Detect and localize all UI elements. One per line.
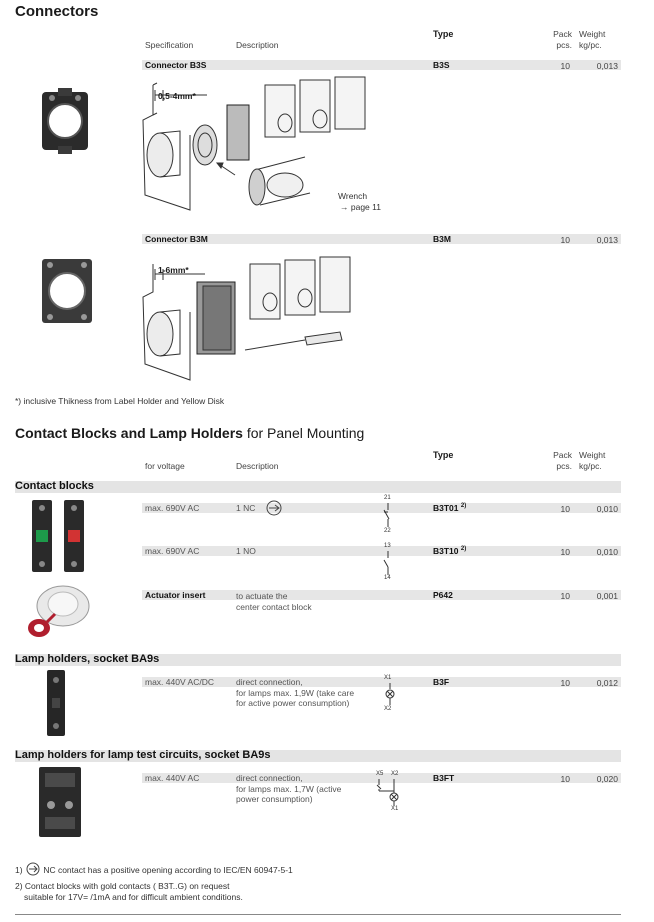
lamp-test-holder-photo [35, 765, 85, 841]
b3t10-desc: 1 NO [236, 546, 256, 556]
col-description-2: Description [236, 461, 279, 471]
bottom-divider [15, 914, 621, 915]
p642-name: Actuator insert [145, 590, 206, 600]
b3t01-voltage: max. 690V AC [145, 503, 200, 513]
footnote-2: 2) Contact blocks with gold contacts ( B3T..G) on request suitable for 17V= /1mA and for difficult ambient conditions. [15, 881, 243, 902]
lamp-test-symbol [375, 779, 403, 807]
b3f-type: B3F [433, 677, 450, 687]
b3t01-weight: 0,010 [596, 504, 618, 514]
col-voltage: for voltage [145, 461, 185, 471]
contact-blocks-photo [28, 496, 88, 578]
actuator-insert-photo [25, 582, 93, 642]
connector-b3s-weight: 0,013 [596, 61, 618, 71]
positive-opening-icon [265, 500, 283, 516]
col-pack: Pack pcs. [553, 29, 572, 50]
b3ft-desc: direct connection, for lamps max. 1,7W (active power consumption) [236, 773, 342, 804]
col-description: Description [236, 40, 279, 50]
b3ft-weight: 0,020 [596, 774, 618, 784]
p642-type: P642 [433, 590, 453, 600]
b3ft-terminal-x1: X1 [391, 806, 399, 812]
p642-desc: to actuate the center contact block [236, 591, 312, 612]
connector-b3m-dim: 1-6mm* [158, 265, 189, 275]
nc-contact-symbol [381, 503, 395, 527]
col-weight-2: Weight kg/pc. [579, 450, 606, 471]
b3ft-type: B3FT [433, 773, 455, 783]
contact-title: Contact Blocks and Lamp Holders for Panel Mounting [15, 425, 365, 441]
b3f-pack: 10 [560, 678, 570, 688]
b3f-terminal-top: X1 [384, 675, 392, 681]
lamp-symbol [383, 683, 397, 707]
connector-b3s-name: Connector B3S [145, 60, 207, 70]
section-bar-blocks [15, 481, 621, 493]
b3t10-pack: 10 [560, 547, 570, 557]
footnote-1: 1) NC contact has a positive opening according to IEC/EN 60947-5-1 [15, 859, 293, 876]
p642-weight: 0,001 [596, 591, 618, 601]
connectors-title: Connectors [15, 3, 99, 20]
b3t01-type: B3T01 $^{2)}$ [433, 503, 467, 513]
connector-b3s-photo [38, 88, 92, 154]
b3f-weight: 0,012 [596, 678, 618, 688]
b3t01-terminal-bottom: 22 [384, 528, 391, 534]
col-weight: Weight kg/pc. [579, 29, 606, 50]
b3t10-weight: 0,010 [596, 547, 618, 557]
wrench-ref: Wrench → page 11 [338, 191, 381, 212]
col-type-2: Type [433, 450, 454, 460]
b3t10-terminal-bottom: 14 [384, 575, 391, 581]
connector-b3s-dim: 0,5-4mm* [158, 91, 196, 101]
connector-b3m-pack: 10 [560, 235, 570, 245]
p642-pack: 10 [560, 591, 570, 601]
connector-b3m-weight: 0,013 [596, 235, 618, 245]
lamp-holder-photo [44, 668, 68, 740]
b3ft-terminal-x2: X2 [391, 771, 399, 777]
b3t10-terminal-top: 13 [384, 543, 391, 549]
positive-opening-icon-footnote [25, 862, 41, 876]
b3t01-terminal-top: 21 [384, 495, 391, 501]
b3t10-type: B3T10 $^{2)}$ [433, 546, 467, 556]
section-lamp-holders: Lamp holders, socket BA9s [15, 653, 160, 665]
col-pack-2: Pack pcs. [553, 450, 572, 471]
b3f-desc: direct connection, for lamps max. 1,9W (take care for active power consumption) [236, 677, 355, 708]
b3f-terminal-bottom: X2 [384, 706, 392, 712]
b3ft-terminal-x5: X5 [376, 771, 384, 777]
section-contact-blocks: Contact blocks [15, 480, 94, 492]
b3ft-pack: 10 [560, 774, 570, 784]
section-lamp-test: Lamp holders for lamp test circuits, socket BA9s [15, 749, 271, 761]
b3t10-voltage: max. 690V AC [145, 546, 200, 556]
connector-b3s-type: B3S [433, 60, 450, 70]
connector-b3m-type: B3M [433, 234, 451, 244]
connector-b3m-photo [38, 255, 96, 327]
col-specification: Specification [145, 40, 194, 50]
no-contact-symbol [381, 551, 395, 575]
connector-b3m-name: Connector B3M [145, 234, 208, 244]
connector-b3s-pack: 10 [560, 61, 570, 71]
col-type: Type [433, 29, 454, 39]
connectors-footnote: *) inclusive Thikness from Label Holder and Yellow Disk [15, 396, 225, 406]
b3t01-desc: 1 NC [236, 503, 256, 513]
b3t01-pack: 10 [560, 504, 570, 514]
b3f-voltage: max. 440V AC/DC [145, 677, 214, 687]
b3ft-voltage: max. 440V AC [145, 773, 200, 783]
